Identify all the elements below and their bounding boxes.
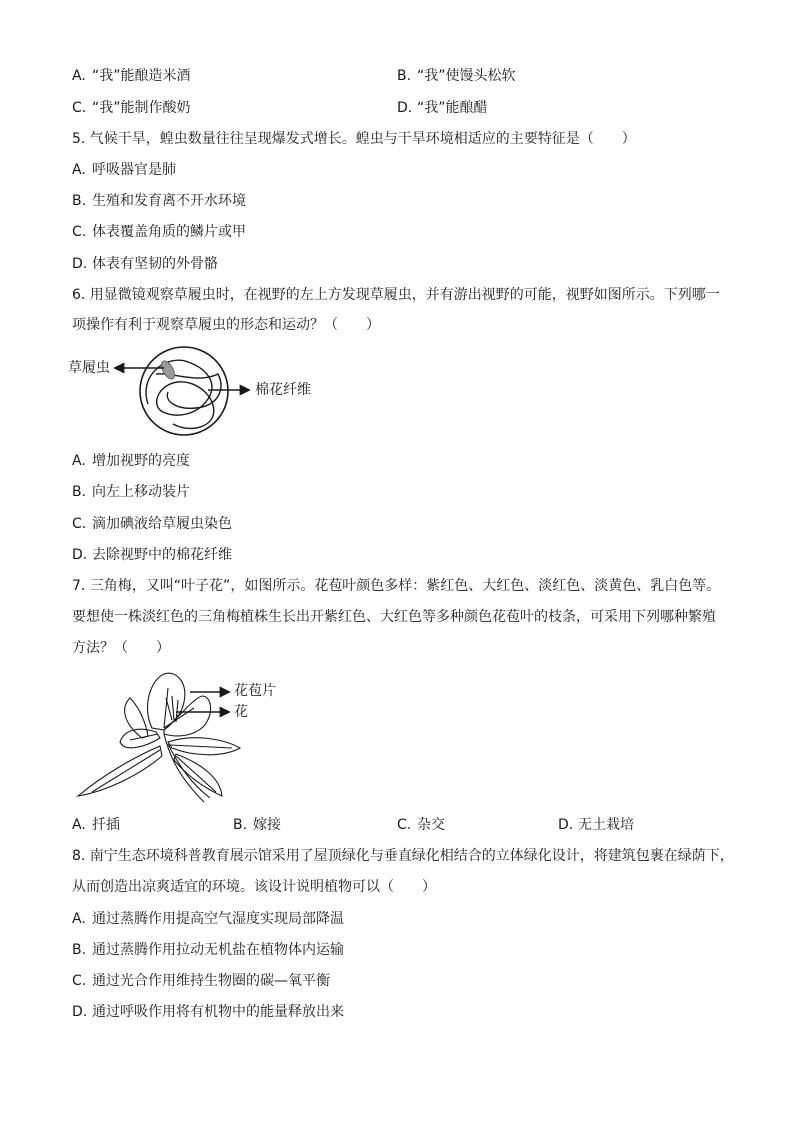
q4-option-d[interactable] bbox=[397, 98, 488, 118]
option-text: 通过蒸腾作用拉动无机盐在植物体内运输 bbox=[92, 942, 344, 958]
q7-option-b[interactable] bbox=[233, 815, 281, 835]
q7-option-a[interactable] bbox=[72, 815, 120, 835]
option-text: 扦插 bbox=[92, 817, 120, 833]
option-label: B. bbox=[72, 942, 87, 958]
cotton-fiber-lines bbox=[146, 360, 214, 428]
q4-option-b[interactable] bbox=[397, 66, 516, 86]
q5-stem: 5. 气候干旱，蝗虫数量往往呈现爆发式增长。蝗虫与干旱环境相适应的主要特征是（ ） bbox=[72, 131, 636, 147]
option-label: A. bbox=[72, 68, 86, 84]
option-text: 通过呼吸作用将有机物中的能量释放出来 bbox=[92, 1004, 344, 1020]
q6-stem-line1: 6. 用显微镜观察草履虫时，在视野的左上方发现草履虫，并有游出视野的可能，视野如图所示。下列哪一 bbox=[72, 287, 720, 303]
option-label: A. bbox=[72, 911, 86, 927]
option-text: 通过蒸腾作用提高空气湿度实现局部降温 bbox=[92, 911, 344, 927]
option-label: B. bbox=[72, 484, 87, 500]
option-label: D. bbox=[72, 1004, 88, 1020]
bract-label: 花苞片 bbox=[234, 683, 276, 699]
q8-stem-line1: 8. 南宁生态环境科普教育展示馆采用了屋顶绿化与垂直绿化相结合的立体绿化设计，将建筑包裹在绿荫下， bbox=[72, 848, 734, 864]
option-text: 通过光合作用维持生物圈的碳—氧平衡 bbox=[92, 973, 330, 989]
option-label: A. bbox=[72, 453, 86, 469]
q7-stem-line2: 要想使一株淡红色的三角梅植株生长出开紫红色、大红色等多种颜色花苞叶的枝条，可采用下列哪种繁殖 bbox=[72, 609, 716, 625]
option-text: “我”使馒头松软 bbox=[417, 68, 516, 84]
q6-option-a[interactable] bbox=[72, 451, 190, 471]
option-label: A. bbox=[72, 817, 86, 833]
paramecium-shape bbox=[159, 359, 178, 381]
option-label: B. bbox=[233, 817, 248, 833]
option-text: 无土栽培 bbox=[578, 817, 634, 833]
option-text: 呼吸器官是肺 bbox=[92, 162, 176, 178]
option-label: C. bbox=[72, 224, 87, 240]
bougainvillea-figure bbox=[72, 668, 302, 806]
q6-stem-line2: 项操作有利于观察草履虫的形态和运动？（ ） bbox=[72, 317, 380, 333]
option-text: “我”能制作酸奶 bbox=[92, 100, 191, 116]
cotton-fiber-label: 棉花纤维 bbox=[255, 382, 311, 398]
q5-option-d[interactable] bbox=[72, 254, 218, 274]
q5-option-c[interactable] bbox=[72, 222, 246, 242]
q7-stem-line3: 方法？（ ） bbox=[72, 640, 170, 656]
q5-option-b[interactable] bbox=[72, 191, 246, 211]
option-label: C. bbox=[72, 100, 87, 116]
q7-stem-line1: 7. 三角梅，又叫“叶子花”，如图所示。花苞叶颜色多样：紫红色、大红色、淡红色、淡黄色、乳白色等。 bbox=[72, 578, 721, 594]
paramecium-label: 草履虫 bbox=[68, 360, 110, 376]
flower-label: 花 bbox=[234, 704, 248, 720]
q6-option-b[interactable] bbox=[72, 482, 190, 502]
option-text: “我”能酿造米酒 bbox=[92, 68, 191, 84]
q7-option-c[interactable] bbox=[397, 815, 445, 835]
option-label: B. bbox=[397, 68, 412, 84]
q8-option-c[interactable] bbox=[72, 971, 330, 991]
option-text: 向左上移动装片 bbox=[92, 484, 190, 500]
option-label: C. bbox=[397, 817, 412, 833]
option-text: 体表覆盖角质的鳞片或甲 bbox=[92, 224, 246, 240]
option-text: 体表有坚韧的外骨骼 bbox=[92, 256, 218, 272]
option-label: D. bbox=[72, 256, 88, 272]
option-text: 杂交 bbox=[417, 817, 445, 833]
option-label: D. bbox=[558, 817, 574, 833]
option-label: A. bbox=[72, 162, 86, 178]
option-text: 嫁接 bbox=[253, 817, 281, 833]
option-text: 生殖和发育离不开水环境 bbox=[92, 193, 246, 209]
q8-option-d[interactable] bbox=[72, 1002, 344, 1022]
microscope-field-figure bbox=[68, 344, 328, 440]
option-text: “我”能酿醋 bbox=[417, 100, 488, 116]
option-label: C. bbox=[72, 973, 87, 989]
q8-option-a[interactable] bbox=[72, 909, 344, 929]
q8-option-b[interactable] bbox=[72, 940, 344, 960]
q6-option-d[interactable] bbox=[72, 545, 232, 565]
option-text: 增加视野的亮度 bbox=[92, 453, 190, 469]
q7-option-d[interactable] bbox=[558, 815, 634, 835]
option-text: 去除视野中的棉花纤维 bbox=[92, 547, 232, 563]
q6-option-c[interactable] bbox=[72, 514, 232, 534]
option-label: D. bbox=[72, 547, 88, 563]
q5-option-a[interactable] bbox=[72, 160, 176, 180]
option-label: B. bbox=[72, 193, 87, 209]
q8-stem-line2: 从而创造出凉爽适宜的环境。该设计说明植物可以（ ） bbox=[72, 879, 436, 895]
option-label: C. bbox=[72, 516, 87, 532]
option-label: D. bbox=[397, 100, 413, 116]
q4-option-c[interactable] bbox=[72, 98, 191, 118]
option-text: 滴加碘液给草履虫染色 bbox=[92, 516, 232, 532]
q4-option-a[interactable] bbox=[72, 66, 191, 86]
